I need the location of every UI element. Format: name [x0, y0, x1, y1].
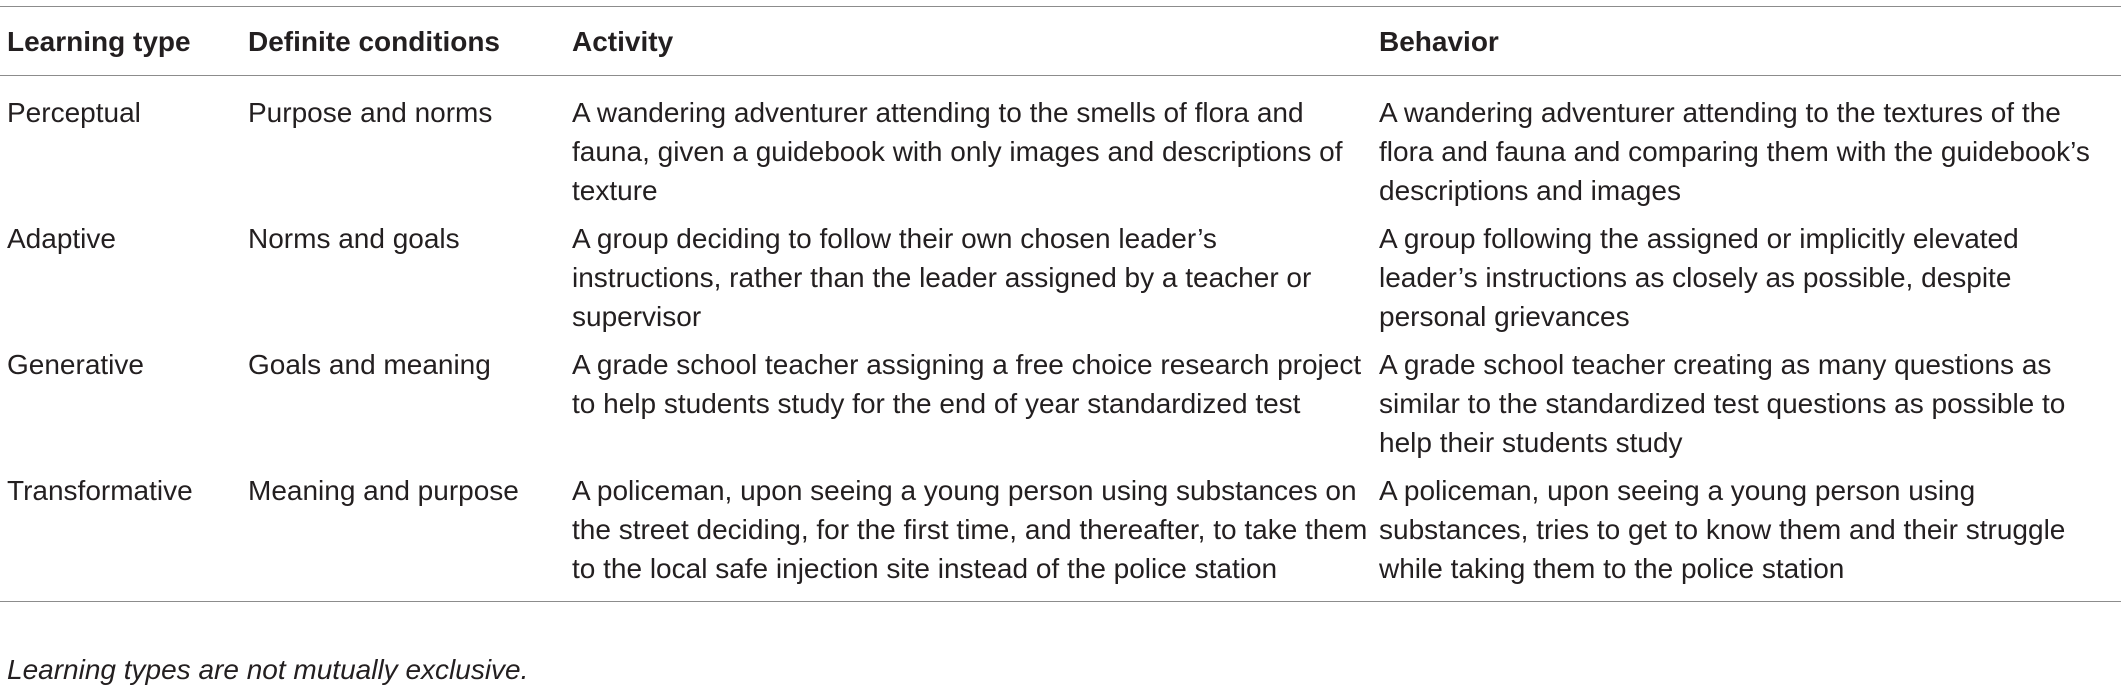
learning-types-table	[0, 6, 2121, 602]
cell-learning-type: Generative	[7, 349, 144, 380]
table-row	[0, 462, 2121, 602]
cell-learning-type: Transformative	[0, 462, 241, 602]
cell-learning-type: Perceptual	[7, 97, 141, 128]
table-row	[0, 76, 2121, 211]
cell-behavior: A group following the assigned or implicitly elevated leader’s instructions as closely as possible, despite personal grievances	[1379, 223, 2019, 332]
header-activity: Activity	[565, 7, 1372, 76]
cell-definite-conditions: Meaning and purpose	[241, 462, 565, 602]
cell-learning-type: Adaptive	[7, 223, 116, 254]
header-definite-conditions: Definite conditions	[241, 7, 565, 76]
cell-behavior: A grade school teacher creating as many questions as similar to the standardized test questions as possible to help their students study	[1379, 349, 2066, 458]
table-footnote: Learning types are not mutually exclusive.	[7, 654, 529, 685]
header-learning-type: Learning type	[0, 7, 241, 76]
cell-activity: A wandering adventurer attending to the smells of flora and fauna, given a guidebook with only images and descriptions of texture	[572, 97, 1343, 206]
table-row	[0, 210, 2121, 336]
cell-behavior: A wandering adventurer attending to the textures of the flora and fauna and comparing them with the guidebook’s descriptions and images	[1379, 97, 2090, 206]
cell-activity: A grade school teacher assigning a free choice research project to help students study for the end of year standardized test	[572, 349, 1362, 419]
table-header-row	[0, 7, 2121, 76]
cell-definite-conditions: Purpose and norms	[248, 97, 493, 128]
cell-definite-conditions: Norms and goals	[248, 223, 460, 254]
cell-definite-conditions: Goals and meaning	[248, 349, 491, 380]
header-behavior: Behavior	[1372, 7, 2121, 76]
cell-activity: A policeman, upon seeing a young person using substances on the street deciding, for the first time, and thereafter, to take them to the local safe injection site instead of the police station	[565, 462, 1372, 602]
table-row	[0, 336, 2121, 462]
cell-activity: A group deciding to follow their own chosen leader’s instructions, rather than the leader assigned by a teacher or supervisor	[572, 223, 1312, 332]
cell-behavior: A policeman, upon seeing a young person using substances, tries to get to know them and their struggle while taking them to the police station	[1372, 462, 2121, 602]
